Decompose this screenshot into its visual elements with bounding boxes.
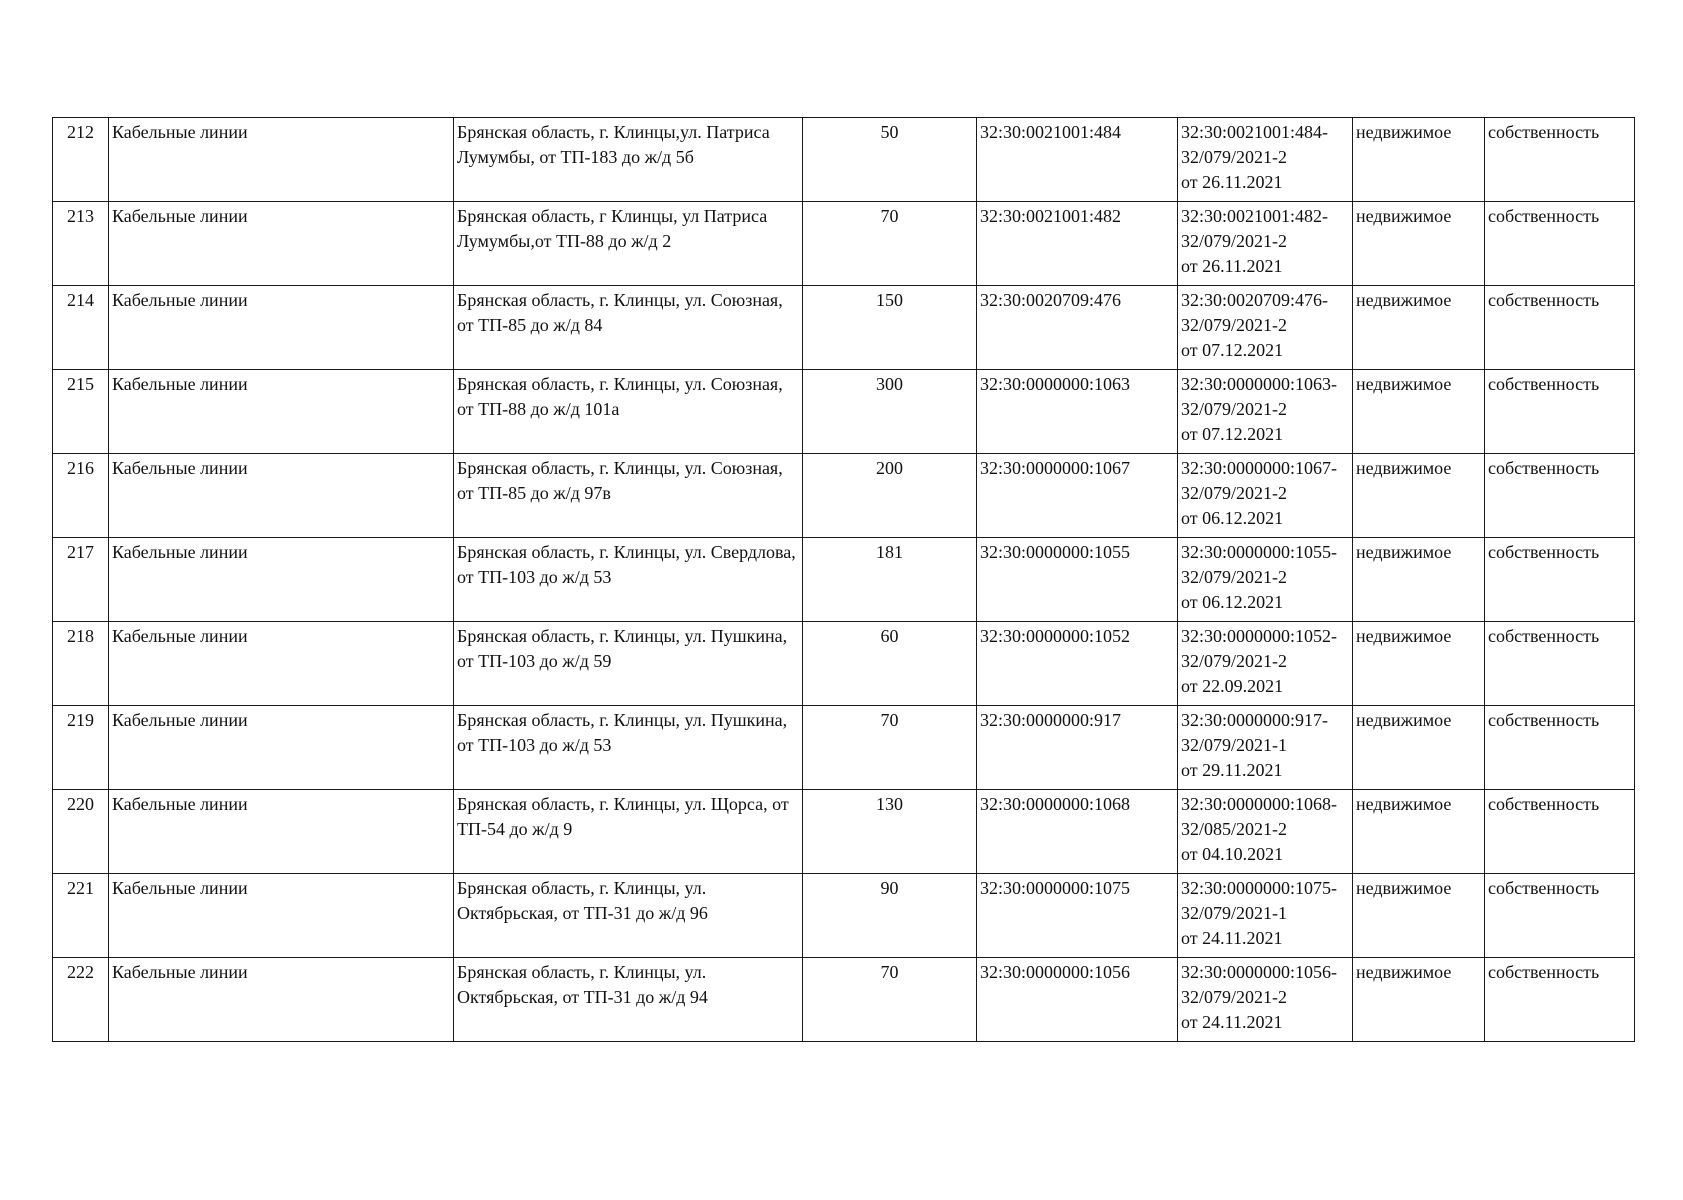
registration-cell bbox=[1178, 790, 1353, 874]
registration-date: от 29.11.2021 bbox=[1181, 760, 1283, 780]
registration-cell bbox=[1178, 958, 1353, 1042]
address-cell: Брянская область, г. Клинцы, ул. Союзная, от ТП-85 до ж/д 97в bbox=[454, 454, 803, 538]
object-name-cell: Кабельные линии bbox=[109, 622, 454, 706]
object-name-cell: Кабельные линии bbox=[109, 706, 454, 790]
registration-code: 32/079/2021-1 bbox=[1181, 735, 1287, 755]
right-type-cell: собственность bbox=[1485, 538, 1635, 622]
right-type-cell: собственность bbox=[1485, 370, 1635, 454]
table-row bbox=[53, 454, 1635, 538]
property-type-cell: недвижимое bbox=[1353, 706, 1485, 790]
registration-code: 32/079/2021-1 bbox=[1181, 903, 1287, 923]
registration-cell bbox=[1178, 286, 1353, 370]
property-type-cell: недвижимое bbox=[1353, 370, 1485, 454]
registration-number: 32:30:0000000:1063- bbox=[1181, 374, 1337, 394]
object-name-cell: Кабельные линии bbox=[109, 370, 454, 454]
registration-cell bbox=[1178, 706, 1353, 790]
registration-code: 32/079/2021-2 bbox=[1181, 567, 1287, 587]
registration-date: от 26.11.2021 bbox=[1181, 172, 1283, 192]
registration-cell bbox=[1178, 538, 1353, 622]
registration-cell bbox=[1178, 622, 1353, 706]
length-cell: 50 bbox=[803, 118, 977, 202]
table-row bbox=[53, 874, 1635, 958]
registration-number: 32:30:0000000:1067- bbox=[1181, 458, 1337, 478]
cadastral-number-cell: 32:30:0000000:1055 bbox=[977, 538, 1178, 622]
registration-date: от 26.11.2021 bbox=[1181, 256, 1283, 276]
table-row bbox=[53, 622, 1635, 706]
length-cell: 150 bbox=[803, 286, 977, 370]
table-row bbox=[53, 538, 1635, 622]
property-type-cell: недвижимое bbox=[1353, 958, 1485, 1042]
object-name-cell: Кабельные линии bbox=[109, 118, 454, 202]
registration-cell bbox=[1178, 370, 1353, 454]
length-cell: 70 bbox=[803, 706, 977, 790]
registration-date: от 06.12.2021 bbox=[1181, 592, 1284, 612]
property-type-cell: недвижимое bbox=[1353, 790, 1485, 874]
property-type-cell: недвижимое bbox=[1353, 454, 1485, 538]
row-number-cell: 212 bbox=[53, 118, 109, 202]
registration-number: 32:30:0000000:1052- bbox=[1181, 626, 1337, 646]
address-cell: Брянская область, г Клинцы, ул Патриса Лумумбы,от ТП-88 до ж/д 2 bbox=[454, 202, 803, 286]
property-type-cell: недвижимое bbox=[1353, 202, 1485, 286]
table-row bbox=[53, 202, 1635, 286]
table-row bbox=[53, 118, 1635, 202]
registration-date: от 06.12.2021 bbox=[1181, 508, 1284, 528]
registration-date: от 22.09.2021 bbox=[1181, 676, 1284, 696]
right-type-cell: собственность bbox=[1485, 286, 1635, 370]
registration-number: 32:30:0000000:917- bbox=[1181, 710, 1328, 730]
registration-code: 32/079/2021-2 bbox=[1181, 399, 1287, 419]
registration-date: от 04.10.2021 bbox=[1181, 844, 1284, 864]
registration-code: 32/079/2021-2 bbox=[1181, 651, 1287, 671]
address-cell: Брянская область, г. Клинцы, ул. Пушкина, от ТП-103 до ж/д 59 bbox=[454, 622, 803, 706]
cadastral-number-cell: 32:30:0000000:1056 bbox=[977, 958, 1178, 1042]
row-number-cell: 213 bbox=[53, 202, 109, 286]
cadastral-number-cell: 32:30:0000000:917 bbox=[977, 706, 1178, 790]
registration-number: 32:30:0000000:1055- bbox=[1181, 542, 1337, 562]
object-name-cell: Кабельные линии bbox=[109, 454, 454, 538]
registration-cell bbox=[1178, 118, 1353, 202]
object-name-cell: Кабельные линии bbox=[109, 538, 454, 622]
row-number-cell: 214 bbox=[53, 286, 109, 370]
registration-number: 32:30:0000000:1075- bbox=[1181, 878, 1337, 898]
table-row bbox=[53, 958, 1635, 1042]
registration-date: от 07.12.2021 bbox=[1181, 424, 1284, 444]
registration-number: 32:30:0000000:1056- bbox=[1181, 962, 1337, 982]
table-row bbox=[53, 286, 1635, 370]
object-name-cell: Кабельные линии bbox=[109, 874, 454, 958]
right-type-cell: собственность bbox=[1485, 874, 1635, 958]
object-name-cell: Кабельные линии bbox=[109, 286, 454, 370]
registration-code: 32/079/2021-2 bbox=[1181, 987, 1287, 1007]
row-number-cell: 222 bbox=[53, 958, 109, 1042]
table-row bbox=[53, 706, 1635, 790]
cadastral-number-cell: 32:30:0000000:1068 bbox=[977, 790, 1178, 874]
length-cell: 70 bbox=[803, 958, 977, 1042]
property-type-cell: недвижимое bbox=[1353, 118, 1485, 202]
length-cell: 130 bbox=[803, 790, 977, 874]
row-number-cell: 217 bbox=[53, 538, 109, 622]
address-cell: Брянская область, г. Клинцы, ул. Щорса, от ТП-54 до ж/д 9 bbox=[454, 790, 803, 874]
object-name-cell: Кабельные линии bbox=[109, 958, 454, 1042]
length-cell: 60 bbox=[803, 622, 977, 706]
cadastral-number-cell: 32:30:0000000:1063 bbox=[977, 370, 1178, 454]
table-body bbox=[53, 118, 1635, 1042]
cadastral-number-cell: 32:30:0000000:1052 bbox=[977, 622, 1178, 706]
address-cell: Брянская область, г. Клинцы, ул. Пушкина, от ТП-103 до ж/д 53 bbox=[454, 706, 803, 790]
right-type-cell: собственность bbox=[1485, 790, 1635, 874]
address-cell: Брянская область, г. Клинцы, ул. Октябрьская, от ТП-31 до ж/д 94 bbox=[454, 958, 803, 1042]
registration-date: от 24.11.2021 bbox=[1181, 1012, 1283, 1032]
registration-cell bbox=[1178, 202, 1353, 286]
row-number-cell: 216 bbox=[53, 454, 109, 538]
length-cell: 90 bbox=[803, 874, 977, 958]
registration-cell bbox=[1178, 454, 1353, 538]
length-cell: 300 bbox=[803, 370, 977, 454]
length-cell: 181 bbox=[803, 538, 977, 622]
address-cell: Брянская область, г. Клинцы, ул. Свердлова, от ТП-103 до ж/д 53 bbox=[454, 538, 803, 622]
property-type-cell: недвижимое bbox=[1353, 622, 1485, 706]
row-number-cell: 218 bbox=[53, 622, 109, 706]
cadastral-number-cell: 32:30:0000000:1067 bbox=[977, 454, 1178, 538]
right-type-cell: собственность bbox=[1485, 118, 1635, 202]
registration-date: от 24.11.2021 bbox=[1181, 928, 1283, 948]
registration-code: 32/079/2021-2 bbox=[1181, 147, 1287, 167]
row-number-cell: 219 bbox=[53, 706, 109, 790]
registration-code: 32/085/2021-2 bbox=[1181, 819, 1287, 839]
registration-number: 32:30:0000000:1068- bbox=[1181, 794, 1337, 814]
registration-code: 32/079/2021-2 bbox=[1181, 231, 1287, 251]
cadastral-number-cell: 32:30:0021001:482 bbox=[977, 202, 1178, 286]
row-number-cell: 215 bbox=[53, 370, 109, 454]
address-cell: Брянская область, г. Клинцы, ул. Союзная, от ТП-85 до ж/д 84 bbox=[454, 286, 803, 370]
right-type-cell: собственность bbox=[1485, 202, 1635, 286]
registration-code: 32/079/2021-2 bbox=[1181, 483, 1287, 503]
address-cell: Брянская область, г. Клинцы, ул. Октябрьская, от ТП-31 до ж/д 96 bbox=[454, 874, 803, 958]
registration-code: 32/079/2021-2 bbox=[1181, 315, 1287, 335]
registration-number: 32:30:0020709:476- bbox=[1181, 290, 1328, 310]
right-type-cell: собственность bbox=[1485, 622, 1635, 706]
right-type-cell: собственность bbox=[1485, 958, 1635, 1042]
registration-date: от 07.12.2021 bbox=[1181, 340, 1284, 360]
row-number-cell: 221 bbox=[53, 874, 109, 958]
table-row bbox=[53, 790, 1635, 874]
right-type-cell: собственность bbox=[1485, 706, 1635, 790]
cadastral-number-cell: 32:30:0020709:476 bbox=[977, 286, 1178, 370]
address-cell: Брянская область, г. Клинцы,ул. Патриса Лумумбы, от ТП-183 до ж/д 5б bbox=[454, 118, 803, 202]
registration-number: 32:30:0021001:484- bbox=[1181, 122, 1328, 142]
object-name-cell: Кабельные линии bbox=[109, 202, 454, 286]
cadastral-number-cell: 32:30:0000000:1075 bbox=[977, 874, 1178, 958]
cadastral-number-cell: 32:30:0021001:484 bbox=[977, 118, 1178, 202]
length-cell: 200 bbox=[803, 454, 977, 538]
registration-cell bbox=[1178, 874, 1353, 958]
address-cell: Брянская область, г. Клинцы, ул. Союзная, от ТП-88 до ж/д 101а bbox=[454, 370, 803, 454]
right-type-cell: собственность bbox=[1485, 454, 1635, 538]
property-type-cell: недвижимое bbox=[1353, 874, 1485, 958]
length-cell: 70 bbox=[803, 202, 977, 286]
property-register-table bbox=[52, 117, 1635, 1042]
table-row bbox=[53, 370, 1635, 454]
row-number-cell: 220 bbox=[53, 790, 109, 874]
registration-number: 32:30:0021001:482- bbox=[1181, 206, 1328, 226]
property-type-cell: недвижимое bbox=[1353, 286, 1485, 370]
property-type-cell: недвижимое bbox=[1353, 538, 1485, 622]
object-name-cell: Кабельные линии bbox=[109, 790, 454, 874]
